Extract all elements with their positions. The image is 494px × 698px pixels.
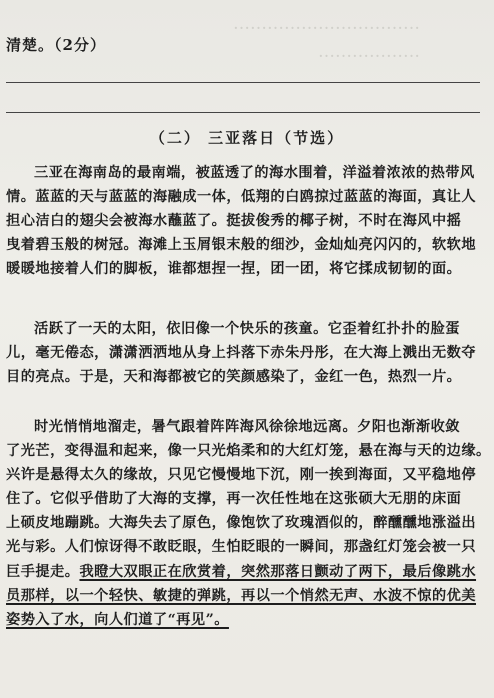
paragraph-3	[6, 415, 491, 632]
text-line: 三亚在海南岛的最南端，被蓝透了的海水围着，洋溢着浓浓的热带风	[34, 165, 475, 181]
text-line: 担心洁白的翅尖会被海水蘸蓝了。挺拔俊秀的椰子树，不时在海风中摇	[6, 213, 462, 230]
text-line: 上硕皮地蹦跳。大海失去了原色，像饱饮了玫瑰酒似的，醉醺醺地涨溢出	[6, 515, 477, 532]
text-line: 儿，毫无倦态，潇潇洒洒地从身上抖落下赤朱丹彤，在大海上溅出无数夺	[6, 345, 477, 362]
underlined-line: 员那样，以一个轻快、敏捷的弹跳，再以一个悄然无声、水波不惊的优美	[6, 587, 477, 604]
text-line: 光与彩。人们惊讶得不敢眨眼，生怕眨眼的一瞬间，那盏红灯笼会被一只	[6, 539, 477, 556]
text-line: 活跃了一天的太阳，依旧像一个快乐的孩童。它歪着红扑扑的脸蛋	[34, 321, 460, 337]
text-line: 了光芒，变得温和起来，像一只光焰柔和的大红灯笼，悬在海与天的边缘。	[6, 443, 491, 460]
text-line: 兴许是悬得太久的缘故，只见它慢慢地下沉，刚一挨到海面，又平稳地停	[6, 467, 477, 484]
text-line: 情。蓝蓝的天与蓝蓝的海融成一体，低翔的白鸥掠过蓝蓝的海面，真让人	[6, 189, 477, 206]
answer-line-1	[6, 82, 480, 83]
text-segment: 巨手提走。	[6, 563, 80, 580]
bleed-through-text: …………………………… ………………	[233, 14, 420, 62]
text-line: 暖暖地接着人们的脚板，谁都想捏一捏，团一团，将它揉成韧韧的面。	[6, 261, 462, 278]
text-line: 住了。它似乎借助了大海的支撑，再一次任性地在这张硕大无朋的床面	[6, 491, 462, 508]
answer-line-2	[6, 112, 480, 113]
text-line: 时光悄悄地溜走，暑气跟着阵阵海风徐徐地远离。夕阳也渐渐收敛	[34, 419, 460, 435]
passage-title: （二） 三亚落日（节选）	[149, 129, 345, 147]
paragraph-1	[6, 161, 486, 281]
text-line: 曳着碧玉般的树冠。海滩上玉屑银末般的细沙，金灿灿亮闪闪的，软软地	[6, 237, 477, 254]
previous-question-tail: 清楚。（2分）	[6, 36, 106, 54]
text-line	[6, 560, 486, 584]
text-line: 目的亮点。于是，天和海都被它的笑颜感染了，金红一色，热烈一片。	[6, 369, 462, 386]
underlined-line: 姿势入了水，向人们道了“再见”。	[6, 611, 229, 628]
underlined-sentence: 我瞪大双眼正在欣赏着，突然那落日颤动了两下，最后像跳水	[79, 563, 477, 580]
paragraph-2	[6, 317, 486, 389]
